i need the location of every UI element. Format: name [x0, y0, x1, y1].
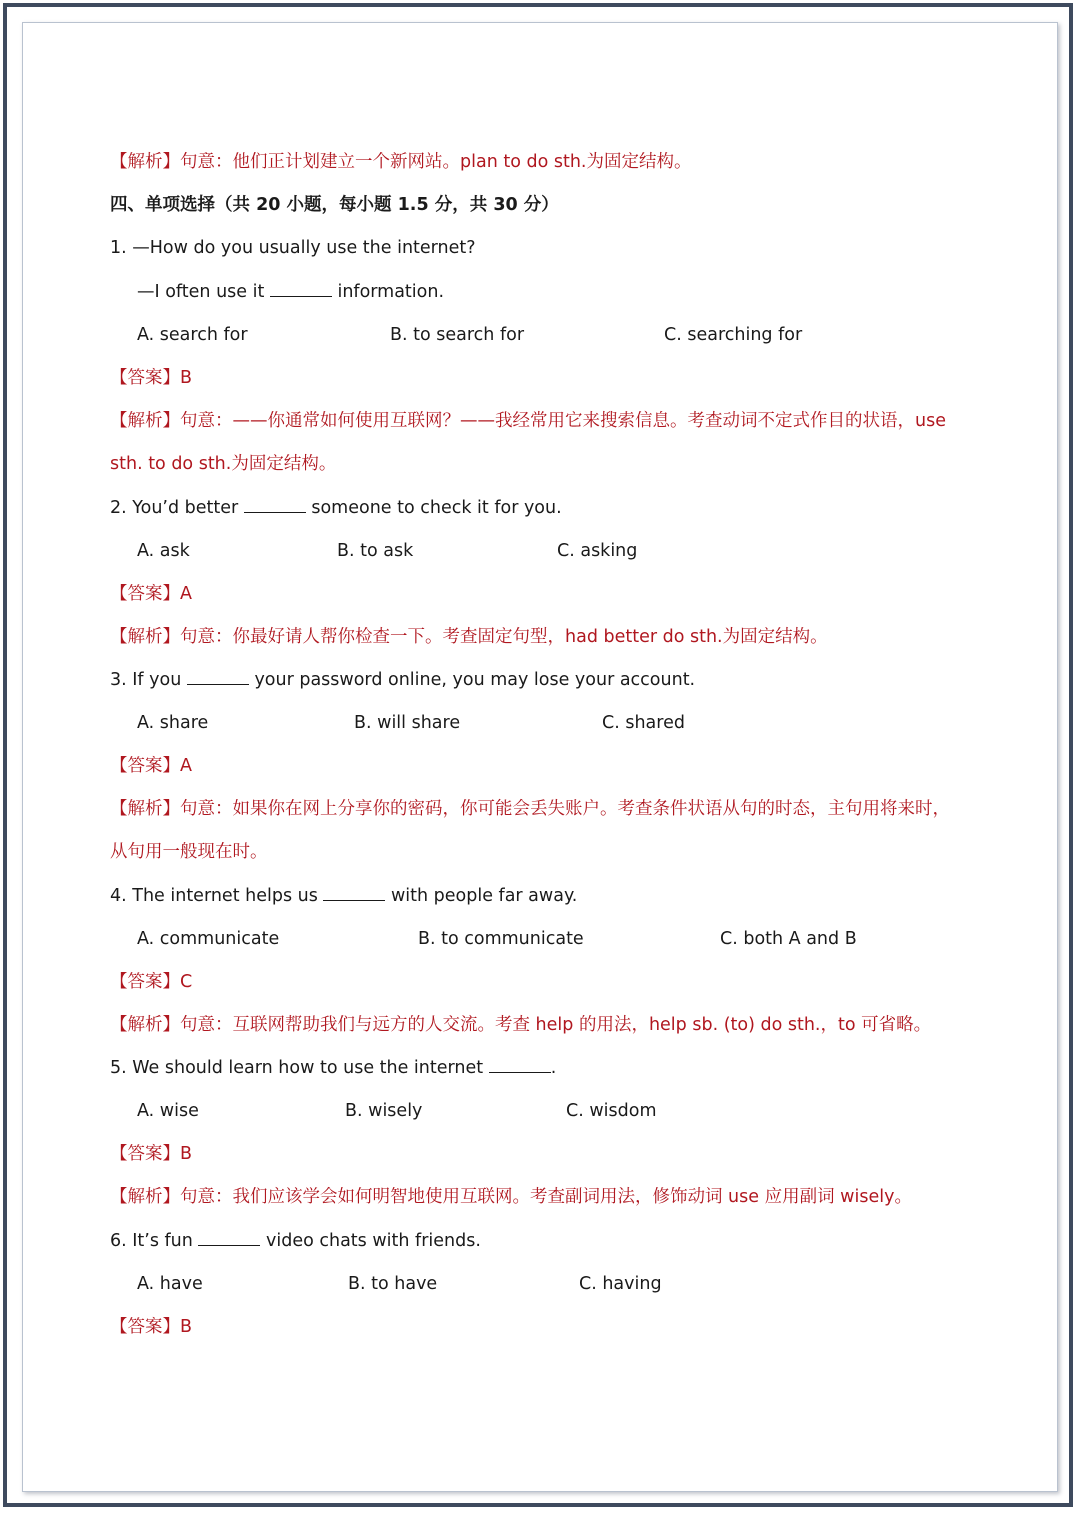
- q1-option-c: C. searching for: [664, 325, 803, 345]
- q2-analysis: 【解析】句意：你最好请人帮你检查一下。考查固定句型，had better do sth.为固定结构。: [110, 627, 828, 647]
- q6-option-a: A. have: [137, 1274, 203, 1294]
- question-1-stem: 1. —How do you usually use the internet?: [110, 238, 476, 258]
- q1-answer: 【答案】B: [110, 368, 193, 388]
- q5-analysis: 【解析】句意：我们应该学会如何明智地使用互联网。考查副词用法，修饰动词 use 应用副词 wisely。: [110, 1187, 912, 1207]
- q2-option-b: B. to ask: [337, 541, 414, 561]
- q6-answer: 【答案】B: [110, 1317, 193, 1337]
- question-1-reply: [137, 280, 444, 304]
- stem-part: with people far away.: [385, 886, 578, 906]
- q4-option-c: C. both A and B: [720, 929, 857, 949]
- prev-analysis: 【解析】句意：他们正计划建立一个新网站。plan to do sth.为固定结构。: [110, 152, 692, 172]
- q2-option-c: C. asking: [557, 541, 638, 561]
- q1-analysis-line-1: 【解析】句意：——你通常如何使用互联网？——我经常用它来搜索信息。考查动词不定式作目的状语，use: [110, 411, 946, 431]
- q3-analysis-line-1: 【解析】句意：如果你在网上分享你的密码，你可能会丢失账户。考查条件状语从句的时态，主句用将来时，: [110, 799, 950, 819]
- stem-part: —I often use it: [137, 282, 270, 302]
- q3-analysis-line-2: 从句用一般现在时。: [110, 842, 268, 862]
- q2-option-a: A. ask: [137, 541, 190, 561]
- stem-part: 5. We should learn how to use the internet: [110, 1058, 489, 1078]
- q4-option-a: A. communicate: [137, 929, 280, 949]
- stem-part: video chats with friends.: [260, 1231, 481, 1251]
- q1-option-b: B. to search for: [390, 325, 525, 345]
- answer-blank: [244, 496, 306, 513]
- q4-option-b: B. to communicate: [418, 929, 584, 949]
- stem-part: 2. You’d better: [110, 498, 244, 518]
- question-2-stem: [110, 496, 562, 520]
- answer-blank: [198, 1229, 260, 1246]
- q3-option-b: B. will share: [354, 713, 461, 733]
- q5-option-a: A. wise: [137, 1101, 199, 1121]
- q6-option-c: C. having: [579, 1274, 662, 1294]
- stem-part: 6. It’s fun: [110, 1231, 199, 1251]
- answer-blank: [270, 280, 332, 297]
- question-4-stem: [110, 884, 577, 908]
- q6-option-b: B. to have: [348, 1274, 438, 1294]
- stem-part: your password online, you may lose your account.: [248, 670, 696, 690]
- section-title: 四、单项选择（共 20 小题，每小题 1.5 分，共 30 分）: [110, 195, 559, 215]
- q3-option-a: A. share: [137, 713, 209, 733]
- stem-part: .: [550, 1058, 557, 1078]
- q4-analysis: 【解析】句意：互联网帮助我们与远方的人交流。考查 help 的用法，help sb. (to) do sth.，to 可省略。: [110, 1015, 932, 1035]
- q1-option-a: A. search for: [137, 325, 248, 345]
- q5-answer: 【答案】B: [110, 1144, 193, 1164]
- q5-option-b: B. wisely: [345, 1101, 423, 1121]
- q1-analysis-line-2: sth. to do sth.为固定结构。: [110, 454, 337, 474]
- stem-part: information.: [331, 282, 445, 302]
- answer-blank: [187, 668, 249, 685]
- question-6-stem: [110, 1229, 481, 1253]
- q3-option-c: C. shared: [602, 713, 685, 733]
- q3-answer: 【答案】A: [110, 756, 192, 776]
- stem-part: 3. If you: [110, 670, 187, 690]
- q2-answer: 【答案】A: [110, 584, 192, 604]
- answer-blank: [489, 1056, 551, 1073]
- question-3-stem: [110, 668, 695, 692]
- stem-part: someone to check it for you.: [305, 498, 562, 518]
- question-5-stem: [110, 1056, 556, 1080]
- q5-option-c: C. wisdom: [566, 1101, 657, 1121]
- stem-part: 4. The internet helps us: [110, 886, 324, 906]
- q4-answer: 【答案】C: [110, 972, 193, 992]
- answer-blank: [323, 884, 385, 901]
